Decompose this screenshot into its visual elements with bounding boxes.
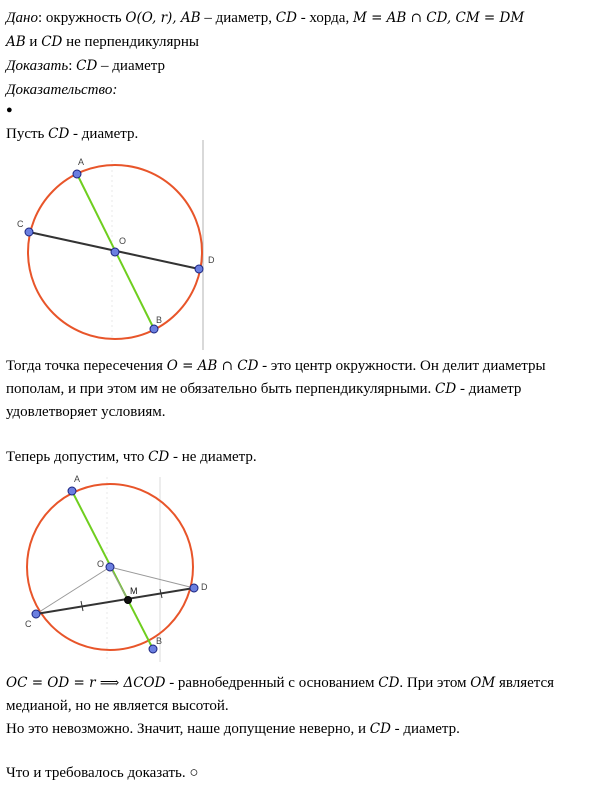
prove-colon: :	[68, 58, 77, 74]
case1-math-1: CD	[48, 126, 70, 142]
given-math-1: O(O, r), AB	[125, 10, 201, 26]
fig1-label-d: D	[208, 255, 215, 265]
fig1-label-b: B	[156, 315, 163, 325]
given-math-4: AB	[6, 34, 26, 50]
given-text-2: – диаметр,	[200, 10, 276, 26]
given-math-3: M = AB ∩ CD, CM = DM	[352, 10, 525, 26]
fig2-label-c: C	[25, 619, 32, 629]
fig2-label-m: M	[130, 586, 138, 596]
text1-line-3: удовлетворяет условиям.	[6, 404, 166, 420]
figure-1	[0, 140, 260, 350]
case2-math-1: CD	[148, 449, 170, 465]
fig1-label-o: O	[119, 236, 127, 246]
text1-text-4: - диаметр	[456, 381, 522, 397]
text2-math-2: CD	[378, 675, 400, 691]
proof-label: Доказательство:	[6, 82, 118, 98]
text2-text-3: является	[495, 675, 555, 691]
case2-line	[6, 447, 257, 467]
fig2-point-m	[125, 597, 132, 604]
text2-math-3: OM	[470, 675, 496, 691]
fig2-point-d	[190, 584, 198, 592]
given-text-5: не перпендикулярны	[62, 34, 200, 50]
conclusion: Что и требовалось доказать. ○	[6, 765, 199, 781]
given-math-2: CD	[275, 10, 297, 26]
text1-line-2	[6, 379, 521, 399]
fig2-point-a	[68, 487, 76, 495]
prove-text-1: – диаметр	[97, 58, 165, 74]
text1-text-1: Тогда точка пересечения	[6, 358, 167, 374]
fig2-chord-cd	[36, 588, 194, 614]
text1-text-2: - это центр окружности. Он делит диаметры	[258, 358, 546, 374]
proof-bullet: ●	[6, 104, 13, 116]
fig2-label-d: D	[201, 582, 208, 592]
text2-line-2: медианой, но не является высотой.	[6, 698, 229, 714]
fig1-label-a: A	[78, 157, 85, 167]
prove-line	[6, 56, 165, 76]
text2-line-1	[6, 673, 554, 693]
prove-label: Доказать	[6, 58, 69, 74]
text2-text-4: Но это невозможно. Значит, наше допущение неверно, и	[6, 721, 370, 737]
text2-line-3	[6, 719, 460, 739]
figure-2	[0, 467, 260, 667]
fig2-segment-om	[110, 567, 128, 600]
text2-text-2: . При этом	[399, 675, 471, 691]
text1-math-1: O = AB ∩ CD	[166, 358, 259, 374]
fig1-label-c: C	[17, 219, 24, 229]
fig2-label-b: B	[156, 636, 163, 646]
fig1-point-a	[73, 170, 81, 178]
prove-math-1: CD	[76, 58, 98, 74]
fig1-point-d	[195, 265, 203, 273]
fig2-point-b	[149, 645, 157, 653]
given-text-4: и	[25, 34, 42, 50]
text1-text-3: пополам, и при этом им не обязательно быть перпендикулярными.	[6, 381, 436, 397]
fig2-label-o: O	[97, 559, 105, 569]
case2-text-1: Теперь допустим, что	[6, 449, 149, 465]
text1-math-2: CD	[435, 381, 457, 397]
text2-math-1: OC = OD = r ⟹ ΔCOD	[6, 675, 166, 691]
given-colon: :	[38, 10, 46, 26]
fig1-point-o	[111, 248, 119, 256]
given-line-2	[6, 32, 199, 52]
fig2-label-a: A	[74, 474, 81, 484]
case1-text-2: - диаметр.	[69, 126, 139, 142]
given-text-3: - хорда,	[296, 10, 353, 26]
case2-text-2: - не диаметр.	[169, 449, 257, 465]
case1-text-1: Пусть	[6, 126, 49, 142]
given-math-5: CD	[41, 34, 63, 50]
fig2-point-c	[32, 610, 40, 618]
text2-text-1: - равнобедренный с основанием	[165, 675, 379, 691]
fig1-point-c	[25, 228, 33, 236]
text2-text-5: - диаметр.	[390, 721, 460, 737]
fig1-point-b	[150, 325, 158, 333]
given-line-1	[6, 8, 524, 28]
given-text-1: окружность	[45, 10, 126, 26]
text1-line-1	[6, 356, 546, 376]
fig2-point-o	[106, 563, 114, 571]
given-label: Дано	[6, 10, 38, 26]
text2-math-4: CD	[369, 721, 391, 737]
fig2-segment-od	[110, 567, 194, 588]
